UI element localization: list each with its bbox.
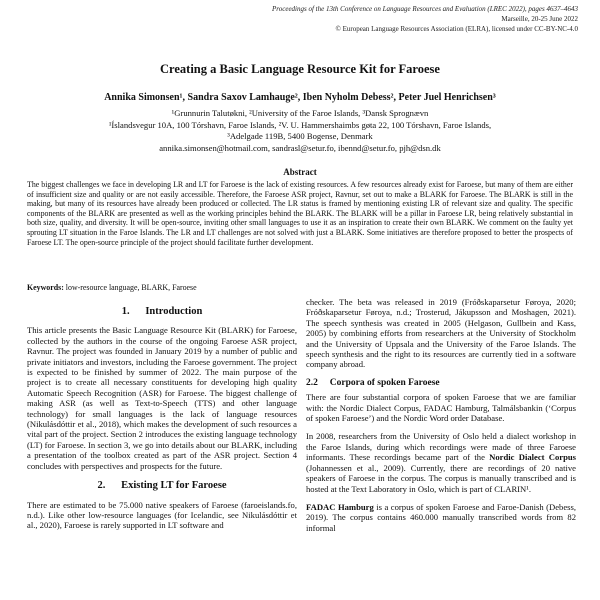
keywords-line xyxy=(27,283,573,292)
license-line: © European Language Resources Association (ELRA), licensed under CC-BY-NC-4.0 xyxy=(335,25,578,33)
affiliations xyxy=(0,108,600,154)
paper-title: Creating a Basic Language Resource Kit for Faroese xyxy=(160,62,440,76)
section-heading-existing-lt: 2. Existing LT for Faroese xyxy=(97,480,227,492)
abstract-text: The biggest challenges we face in developing LR and LT for Faroese is the lack of existing resources. A few resources already exist for Faroese, but many of them are either of insufficient size and quality or are not easily accessible. Therefore, the Faroese ASR project, Ravnur, set out to make a BLARK for Faroese. The BLARK is still in the making, but many of its resources have already been produced or collected. The LR status is framed by mentioning existing LR of relevant size and quality. The specific components of the BLARK are presented as well as the working principles behind the BLARK. The BLARK will be a pillar in Faroese LR, being relatively substantial in both size, quality, and diversity. It will be open-source, inviting other small languages to use it as an inspiration to create their own BLARK. We comment on the faulty yet sprouting LT situation in the Faroe Islands. The LR and LT challenges are not solved with just a BLARK. Some initiatives are therefore proposed to better the prospects of Faroese LT. The open-source principle of the project should facilitate further development. xyxy=(27,180,573,247)
proceedings-header xyxy=(158,4,578,34)
keywords-text: low-resource language, BLARK, Faroese xyxy=(63,283,197,292)
paragraph xyxy=(306,431,576,493)
paragraph: This article presents the Basic Language Resource Kit (BLARK) for Faroese, collected by the authors in the course of the ongoing Faroese ASR project, Ravnur. The project was founded in January 2019 by a number of public and private initiators and investors, including the Faroese government. The project is expected to be finished by summer of 2022. The main purpose of the project is to create all necessary constituents for developing high quality Automatic Speech Recognition (ASR) for Faroese. The biggest challenge of making ASR (as well as Text-to-Speech (TTS) and other language technology) for small languages is the lack of language resources (Nikulásdóttir et al., 2018), which makes the development of such resources a vital part of the project. Section 2 introduces the existing language technology (LT) for Faroese. In section 3, we go into details about our BLARK, including a presentation of the toolbox created as part of the ASR project. Section 4 concludes with perspectives and prospects for the future. xyxy=(27,325,297,471)
paragraph-text: In 2008, researchers from the University of Oslo held a dialect workshop in the Faroe Islands, during which recordings were made of three Faroese informants. These recordings became part of the xyxy=(306,431,576,463)
email-line: annika.simonsen@hotmail.com, sandrasl@setur.fo, ibennd@setur.fo, pjh@dsn.dk xyxy=(159,142,441,153)
corpus-name: FADAC Hamburg xyxy=(306,501,374,512)
paragraph: There are four substantial corpora of spoken Faroese that we are familiar with: the Nordic Dialect Corpus, FADAC Hamburg, Talmálsbankin (‘Corpus of spoken Faroese’) and the Nordic Word order Database. xyxy=(306,392,576,424)
paragraph: There are estimated to be 75.000 native speakers of Faroese (faroeislands.fo, n.d.). Like other low-resource languages (for Icelandic, see Nikulásdóttir et al., 2020), Faroese is rarely supported in LT software and xyxy=(27,499,297,531)
location-line: Marseille, 20-25 June 2022 xyxy=(501,15,578,23)
subsection-heading-corpora: 2.2 Corpora of spoken Faroese xyxy=(306,377,440,388)
left-column xyxy=(27,297,297,539)
paragraph-text: (Johannessen et al., 2009). Currently, there are recordings of 20 native speakers of Faroese in the corpus. The corpus is manually transcribed and is hosted at the Text Laboratory in Oslo, which is part of CLARIN¹. xyxy=(306,462,576,494)
abstract-heading: Abstract xyxy=(283,167,317,177)
right-column xyxy=(306,297,576,541)
proceedings-line: Proceedings of the 13th Conference on Language Resources and Evaluation (LREC 2022), pages 4637–4643 xyxy=(271,5,578,13)
paragraph-text: is a corpus of spoken Faroese and Faroe-Danish (Debess, 2019). The corpus contains 460.000 manually transcribed words from 82 informal xyxy=(306,501,576,533)
corpus-name: Nordic Dialect Corpus xyxy=(489,452,576,463)
paragraph xyxy=(306,502,576,533)
author-list: Annika Simonsen¹, Sandra Saxov Lamhauge², Iben Nyholm Debess², Peter Juel Henrichsen³ xyxy=(104,92,496,103)
section-heading-introduction: 1. Introduction xyxy=(121,306,203,317)
affiliation-line: ³Adelgade 119B, 5400 Bogense, Denmark xyxy=(227,131,373,141)
paragraph: checker. The beta was released in 2019 (Fróðskaparsetur Føroya, 2020; Fróðskaparsetur Føroya, n.d.; Trosterud, Jákupsson and Moshagen, 2021). The speech synthesis was created in 2005 (Helgason, Gullbein and Kass, 2005) by combining efforts from researchers at the University of Stockholm and the University of Uppsala and the University of the Faroe Islands. The speech synthesis and the right to its resources are currently tied in a software company abroad. xyxy=(306,297,576,370)
affiliation-line: ¹Grunnurin Talutøkni, ²University of the Faroe Islands, ³Dansk Sprognævn xyxy=(171,108,429,118)
affiliation-line: ¹Íslandsvegur 10A, 100 Tórshavn, Faroe Islands, ²V. U. Hammershaimbs gøta 22, 100 Tórshavn, Faroe Islands, xyxy=(108,119,492,130)
keywords-label: Keywords: xyxy=(27,283,64,292)
